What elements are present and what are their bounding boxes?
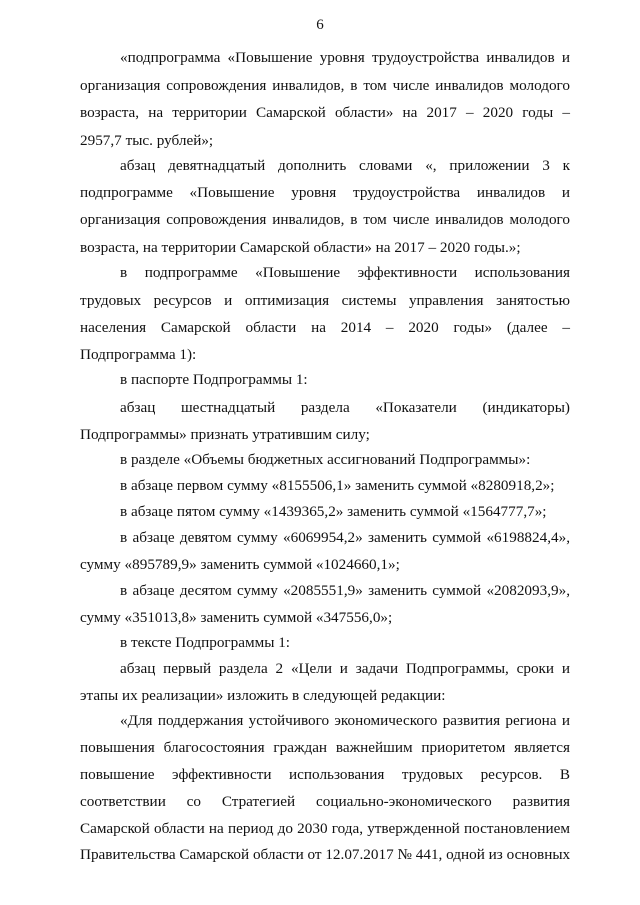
text-line: в разделе «Объемы бюджетных ассигнований Подпрограммы»: xyxy=(120,451,531,468)
text-line: организация сопровождения инвалидов, в том числе инвалидов молодого xyxy=(80,211,570,228)
text-line: сумму «351013,8» заменить суммой «347556,0»; xyxy=(80,609,393,626)
text-line: «Для поддержания устойчивого экономического развития региона и xyxy=(120,712,570,729)
text-line: повышения благосостояния граждан важнейшим приоритетом является xyxy=(80,739,570,756)
text-line: возраста, на территории Самарской области» на 2017 – 2020 годы – xyxy=(80,104,570,121)
text-line: в абзаце первом сумму «8155506,1» заменить суммой «8280918,2»; xyxy=(120,477,555,494)
text-line: повышение эффективности использования трудовых ресурсов. В xyxy=(80,766,570,783)
text-line: соответствии со Стратегией социально-экономического развития xyxy=(80,793,570,810)
text-line: этапы их реализации» изложить в следующей редакции: xyxy=(80,687,446,704)
text-line: подпрограмме «Повышение уровня трудоустройства инвалидов и xyxy=(80,184,570,201)
text-line: в абзаце девятом сумму «6069954,2» заменить суммой «6198824,4», xyxy=(120,529,570,546)
text-line: в абзаце десятом сумму «2085551,9» заменить суммой «2082093,9», xyxy=(120,582,570,599)
text-line: Правительства Самарской области от 12.07.2017 № 441, одной из основных xyxy=(80,846,571,863)
page-number: 6 xyxy=(316,17,324,33)
text-line: в паспорте Подпрограммы 1: xyxy=(120,371,308,388)
text-line: абзац девятнадцатый дополнить словами «, приложении 3 к xyxy=(120,157,570,174)
text-line: «подпрограмма «Повышение уровня трудоустройства инвалидов и xyxy=(120,49,570,66)
text-line: в абзаце пятом сумму «1439365,2» заменить суммой «1564777,7»; xyxy=(120,503,547,520)
text-line: абзац шестнадцатый раздела «Показатели (индикаторы) xyxy=(120,399,570,416)
text-line: сумму «895789,9» заменить суммой «1024660,1»; xyxy=(80,556,400,573)
text-line: Подпрограммы» признать утратившим силу; xyxy=(80,426,370,443)
text-line: в тексте Подпрограммы 1: xyxy=(120,634,291,651)
text-line: возраста, на территории Самарской области» на 2017 – 2020 годы.»; xyxy=(80,239,521,256)
text-line: Самарской области на период до 2030 года, утвержденной постановлением xyxy=(80,820,570,837)
text-line: в подпрограмме «Повышение эффективности использования xyxy=(120,264,570,281)
text-line: населения Самарской области на 2014 – 2020 годы» (далее – xyxy=(80,319,570,336)
text-line: трудовых ресурсов и оптимизация системы управления занятостью xyxy=(80,292,570,309)
text-line: организация сопровождения инвалидов, в том числе инвалидов молодого xyxy=(80,77,570,94)
text-line: абзац первый раздела 2 «Цели и задачи Подпрограммы, сроки и xyxy=(120,660,570,677)
text-line: 2957,7 тыс. рублей»; xyxy=(80,132,214,149)
text-line: Подпрограмма 1): xyxy=(80,346,197,363)
